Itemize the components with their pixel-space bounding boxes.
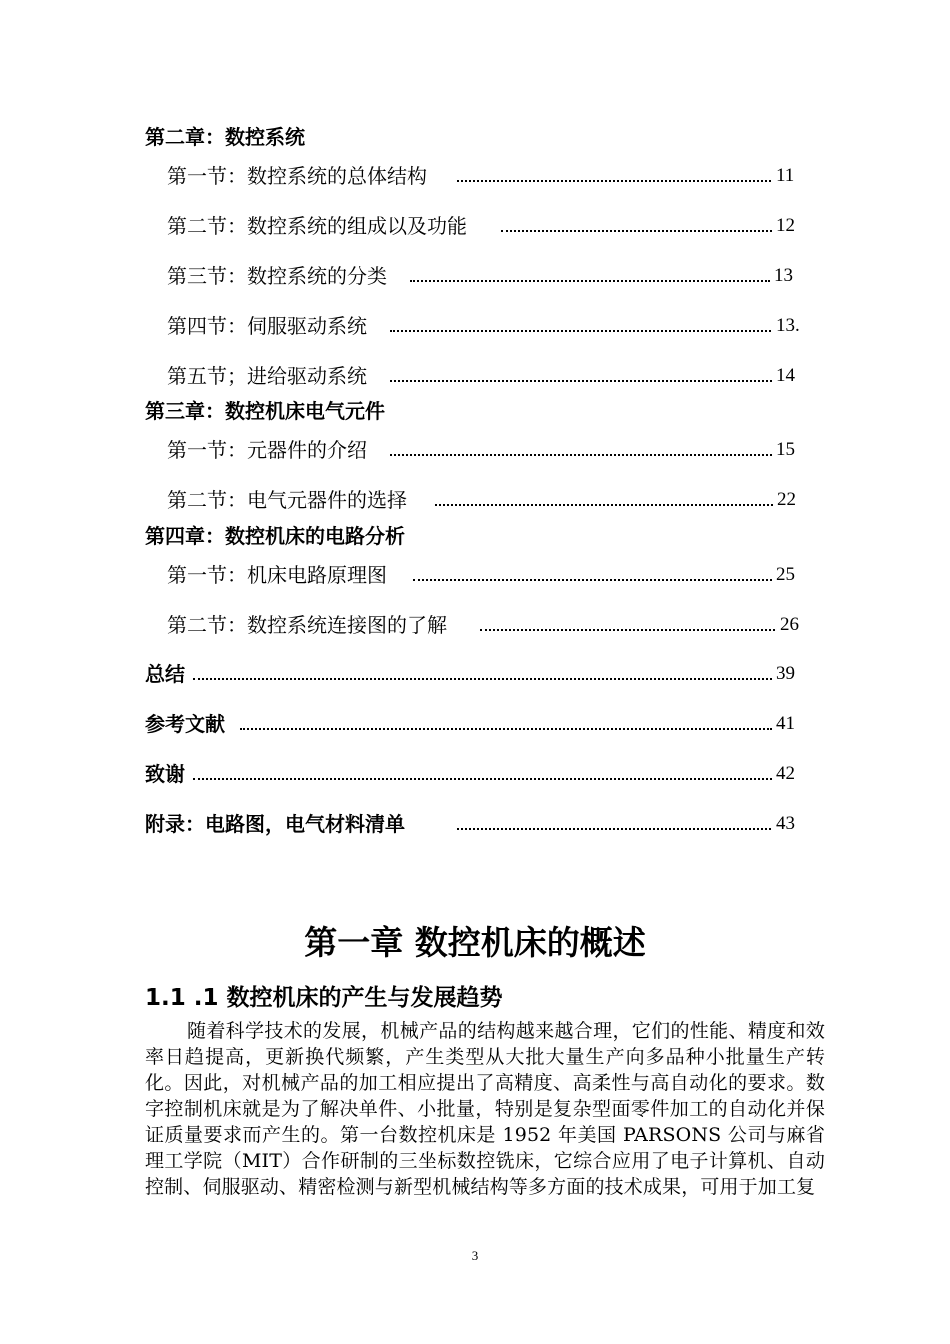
toc-dot-leader: [390, 330, 771, 332]
toc-page-number: 26: [780, 614, 799, 635]
toc-entry-label: 第二节：数控系统的组成以及功能: [167, 214, 467, 238]
toc-entry-label: 总结: [145, 662, 185, 686]
toc-entry-label: 参考文献: [145, 712, 225, 736]
toc-entry-label: 第二章：数控系统: [145, 125, 305, 149]
toc-entry-label: 第四节：伺服驱动系统: [167, 314, 367, 338]
toc-dot-leader: [435, 504, 773, 506]
toc-page-number: 13: [774, 265, 793, 286]
toc-entry-label: 第二节：电气元器件的选择: [167, 488, 407, 512]
toc-section-entry[interactable]: [0, 311, 950, 341]
toc-dot-leader: [390, 454, 772, 456]
toc-dot-leader: [457, 180, 771, 182]
toc-page-number: 39: [776, 663, 795, 684]
toc-section-entry[interactable]: [0, 161, 950, 191]
toc-section-entry[interactable]: [0, 560, 950, 590]
toc-backmatter-entry[interactable]: [0, 709, 950, 739]
toc-page-number: 43: [776, 813, 795, 834]
toc-page-number: 11: [776, 165, 795, 186]
toc-dot-leader: [410, 280, 770, 282]
toc-section-entry[interactable]: [0, 361, 950, 391]
toc-entry-label: 第一节：数控系统的总体结构: [167, 164, 427, 188]
toc-section-entry[interactable]: [0, 435, 950, 465]
toc-backmatter-entry[interactable]: [0, 659, 950, 689]
toc-entry-label: 第四章：数控机床的电路分析: [145, 524, 405, 548]
toc-page-number: 15: [776, 439, 795, 460]
toc-section-entry[interactable]: [0, 610, 950, 640]
toc-dot-leader: [480, 629, 775, 631]
chapter-title: 第一章 数控机床的概述: [304, 923, 646, 962]
page-number: 3: [471, 1248, 479, 1263]
toc-chapter-heading[interactable]: [0, 521, 950, 551]
toc-page-number: 12: [776, 215, 795, 236]
toc-backmatter-entry[interactable]: [0, 809, 950, 839]
toc-chapter-heading[interactable]: [0, 396, 950, 426]
toc-entry-label: 第一节：元器件的介绍: [167, 438, 367, 462]
toc-entry-label: 第五节；进给驱动系统: [167, 364, 367, 388]
toc-section-entry[interactable]: [0, 211, 950, 241]
toc-dot-leader: [240, 728, 772, 730]
toc-entry-label: 第二节：数控系统连接图的了解: [167, 613, 447, 637]
section-title: 1.1 .1 数控机床的产生与发展趋势: [145, 985, 503, 1011]
toc-entry-label: 第三章：数控机床电气元件: [145, 399, 385, 423]
toc-page-number: 22: [777, 489, 796, 510]
toc-section-entry[interactable]: [0, 261, 950, 291]
toc-backmatter-entry[interactable]: [0, 759, 950, 789]
toc-dot-leader: [413, 579, 772, 581]
toc-section-entry[interactable]: [0, 485, 950, 515]
toc-entry-label: 第三节：数控系统的分类: [167, 264, 387, 288]
toc-page-number: 25: [776, 564, 795, 585]
toc-entry-label: 致谢: [145, 762, 185, 786]
toc-dot-leader: [390, 380, 772, 382]
toc-chapter-heading[interactable]: [0, 122, 950, 152]
toc-entry-label: 附录：电路图，电气材料清单: [145, 812, 405, 836]
toc-dot-leader: [193, 778, 772, 780]
toc-dot-leader: [501, 230, 772, 232]
toc-page-number: 42: [776, 763, 795, 784]
toc-dot-leader: [457, 828, 771, 830]
toc-entry-label: 第一节：机床电路原理图: [167, 563, 387, 587]
toc-dot-leader: [193, 678, 772, 680]
toc-page-number: 41: [776, 713, 795, 734]
toc-page-number: 14: [776, 365, 795, 386]
toc-page-number: 13.: [776, 315, 800, 336]
body-paragraph: 随着科学技术的发展，机械产品的结构越来越合理，它们的性能、精度和效率日趋提高，更新换代频繁，产生类型从大批大量生产向多品种小批量生产转化。因此，对机械产品的加工相应提出了高精度、高柔性与高自动化的要求。数字控制机床就是为了解决单件、小批量，特别是复杂型面零件加工的自动化并保证质量要求而产生的。第一台数控机床是 1952 年美国 PARSONS 公司与麻省理工学院（MIT）合作研制的三坐标数控铣床，它综合应用了电子计算机、自动控制、伺服驱动、精密检测与新型机械结构等多方面的技术成果，可用于加工复: [145, 1020, 825, 1198]
